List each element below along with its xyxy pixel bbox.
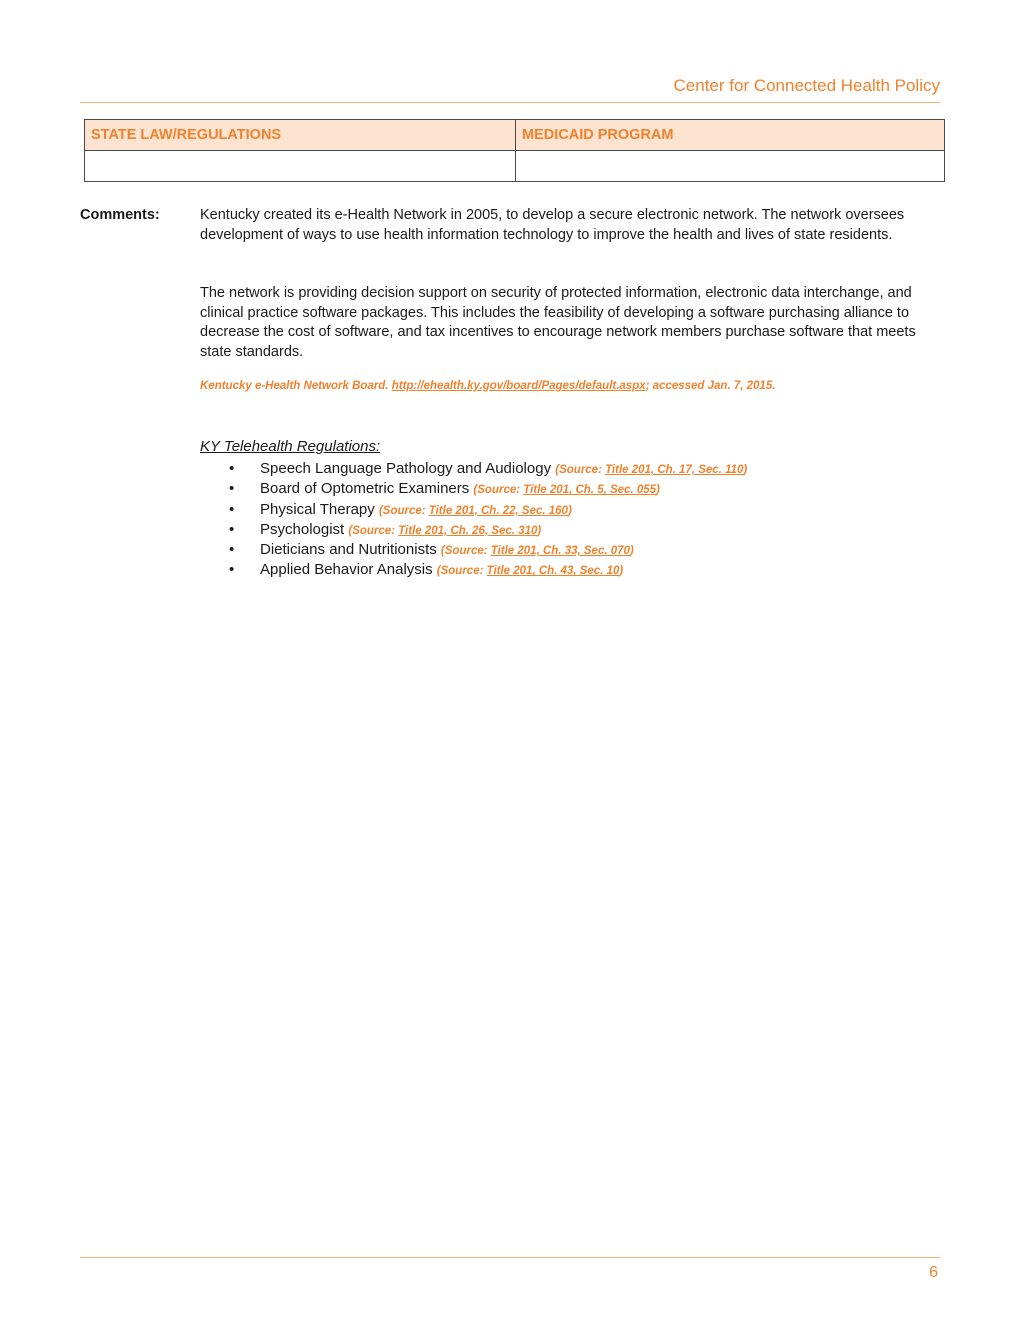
comments-paragraph-2: The network is providing decision support on security of protected information, electronic data interchange, and clinical practice software packages. This includes the feasibility of developing a software purchasing alliance to decrease the cost of software, and tax incentives to encourage network members purchase software that meets state standards.	[200, 285, 916, 360]
bullet-icon: •	[229, 541, 235, 559]
source-open: (Source:	[473, 484, 524, 497]
source-link[interactable]: Title 201, Ch. 43, Sec. 10	[486, 565, 620, 578]
law-table	[84, 119, 945, 182]
medicaid-header: MEDICAID PROGRAM	[516, 120, 945, 151]
source-close: )	[656, 484, 660, 497]
citation-link[interactable]: http://ehealth.ky.gov/board/Pages/default.aspx	[391, 380, 646, 392]
regulations-list	[200, 459, 900, 581]
law-table-row	[85, 151, 945, 182]
source-open: (Source:	[348, 524, 399, 537]
citation-suffix: ; accessed Jan. 7, 2015.	[645, 380, 776, 392]
citation-prefix: Kentucky e-Health Network Board.	[200, 380, 392, 392]
regulation-source	[441, 545, 634, 557]
comments-label: Comments:	[80, 207, 160, 223]
list-item	[200, 500, 900, 520]
regulation-source	[437, 565, 623, 577]
regulation-label: Applied Behavior Analysis	[260, 561, 433, 579]
header-title: Center for Connected Health Policy	[673, 76, 940, 95]
source-close: )	[537, 524, 542, 537]
state-law-header: STATE LAW/REGULATIONS	[85, 120, 516, 151]
regulation-label: Psychologist	[260, 520, 345, 538]
page-number: 6	[929, 1264, 938, 1281]
source-link[interactable]: Title 201, Ch. 33, Sec. 070	[490, 545, 630, 558]
bullet-icon: •	[229, 460, 235, 477]
source-open: (Source:	[555, 464, 606, 476]
source-link[interactable]: Title 201, Ch. 17, Sec. 110	[605, 464, 744, 476]
medicaid-cell	[516, 151, 945, 182]
bullet-icon: •	[229, 500, 235, 518]
source-link[interactable]: Title 201, Ch. 5, Sec. 055	[523, 484, 657, 497]
source-open: (Source:	[436, 565, 487, 578]
list-item	[200, 540, 900, 560]
regulation-source	[473, 484, 659, 496]
source-link[interactable]: Title 201, Ch. 26, Sec. 310	[398, 524, 538, 537]
list-item	[200, 479, 900, 499]
regulations-heading: KY Telehealth Regulations:	[200, 438, 381, 455]
header-rule	[80, 102, 940, 103]
regulation-label: Physical Therapy	[260, 500, 375, 518]
source-open: (Source:	[440, 545, 491, 558]
footer-rule	[80, 1257, 940, 1258]
source-close: )	[567, 504, 572, 517]
law-table-header-row	[85, 120, 945, 151]
citation	[200, 380, 775, 392]
source-link[interactable]: Title 201, Ch. 22, Sec. 160	[428, 504, 568, 517]
regulation-label: Speech Language Pathology and Audiology	[260, 460, 552, 477]
list-item	[200, 560, 900, 580]
source-open: (Source:	[378, 504, 429, 517]
source-close: )	[619, 565, 624, 578]
regulation-label: Dieticians and Nutritionists	[260, 541, 437, 559]
state-law-cell	[85, 151, 516, 182]
source-close: )	[743, 464, 748, 476]
list-item	[200, 459, 900, 479]
bullet-icon: •	[229, 480, 235, 498]
regulation-label: Board of Optometric Examiners	[260, 480, 470, 498]
comments-paragraph-1: Kentucky created its e-Health Network in 2005, to develop a secure electronic network. The network oversees development of ways to use health information technology to improve the health and lives of state residents.	[200, 207, 905, 243]
source-close: )	[629, 545, 634, 558]
regulation-source	[555, 464, 747, 476]
bullet-icon: •	[229, 561, 235, 579]
regulation-source	[379, 505, 572, 517]
regulation-source	[348, 525, 541, 537]
list-item	[200, 520, 900, 540]
bullet-icon: •	[229, 520, 235, 538]
